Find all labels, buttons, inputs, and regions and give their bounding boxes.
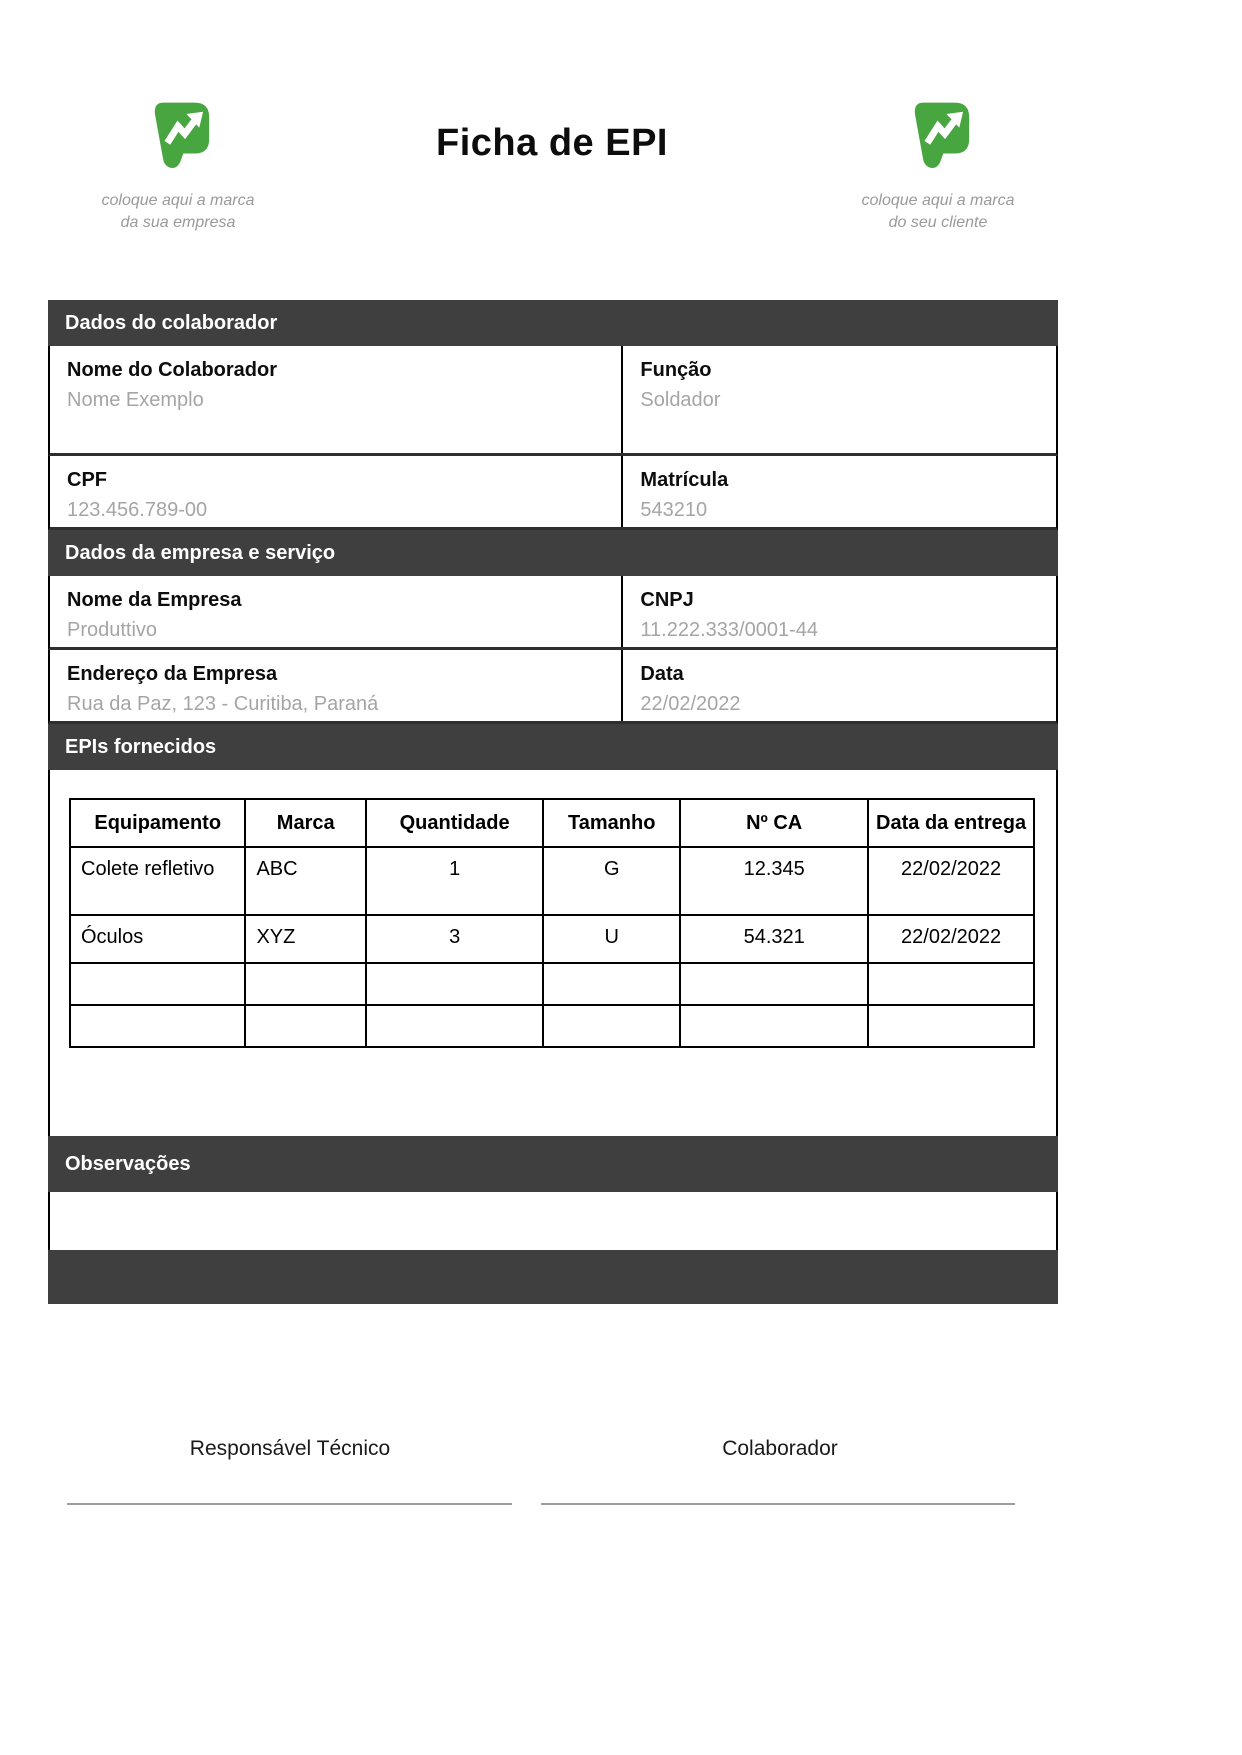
epi-table-cell xyxy=(366,1005,543,1047)
client-brand-caption xyxy=(828,190,1048,233)
epi-table-cell: 3 xyxy=(366,915,543,963)
epi-col-quantidade: Quantidade xyxy=(366,799,543,847)
epi-table-container xyxy=(48,770,1058,1136)
field-label: Endereço da Empresa xyxy=(67,663,278,685)
signature-label-colaborador: Colaborador xyxy=(722,1437,838,1460)
epi-table-cell: 1 xyxy=(366,847,543,915)
epi-table-cell xyxy=(868,963,1034,1005)
epi-table-cell: XYZ xyxy=(245,915,366,963)
section-header-empresa: Dados da empresa e serviço xyxy=(48,530,1058,576)
section-header-colaborador: Dados do colaborador xyxy=(48,300,1058,346)
epi-table-cell xyxy=(70,963,245,1005)
field-nome-da-empresa xyxy=(50,576,623,647)
company-brand-caption xyxy=(68,190,288,233)
field-value: 543210 xyxy=(640,499,708,521)
epi-table-row xyxy=(70,847,1034,915)
epi-table-cell: 12.345 xyxy=(680,847,868,915)
epi-table-cell xyxy=(543,1005,680,1047)
epi-col-marca: Marca xyxy=(245,799,366,847)
field-label: Nome da Empresa xyxy=(67,589,242,611)
field-value: Rua da Paz, 123 - Curitiba, Paraná xyxy=(67,693,379,715)
epi-table-cell: G xyxy=(543,847,680,915)
epi-table-cell xyxy=(680,1005,868,1047)
signature-line-responsavel-tecnico xyxy=(67,1503,512,1505)
epi-table-row xyxy=(70,915,1034,963)
signature-label-responsavel-tecnico: Responsável Técnico xyxy=(189,1437,391,1460)
epi-table-cell xyxy=(868,1005,1034,1047)
signature-line-colaborador xyxy=(541,1503,1015,1505)
footer-dark-band xyxy=(48,1250,1058,1304)
epi-table-cell: ABC xyxy=(245,847,366,915)
field-label: CNPJ xyxy=(640,589,694,611)
field-value: Produttivo xyxy=(67,619,158,641)
section-header-epis: EPIs fornecidos xyxy=(48,724,1058,770)
epi-table-cell: 54.321 xyxy=(680,915,868,963)
field-value: Soldador xyxy=(640,389,721,411)
field-funcao xyxy=(623,346,1056,453)
field-label: Função xyxy=(640,359,712,381)
epi-table-cell: 22/02/2022 xyxy=(868,847,1034,915)
epi-table-cell xyxy=(366,963,543,1005)
client-brand-caption-line2: do seu cliente xyxy=(888,213,988,231)
company-brand-caption-line2: da sua empresa xyxy=(120,213,236,231)
field-label: Matrícula xyxy=(640,469,729,491)
field-cnpj xyxy=(623,576,1056,647)
field-endereco xyxy=(50,650,623,721)
field-cpf xyxy=(50,456,623,527)
row-nome-funcao xyxy=(48,346,1058,456)
epi-col-ca: Nº CA xyxy=(680,799,868,847)
field-label: Data xyxy=(640,663,684,685)
field-value: Nome Exemplo xyxy=(67,389,204,411)
page-title: Ficha de EPI xyxy=(436,122,668,164)
epi-table-cell xyxy=(245,963,366,1005)
field-data xyxy=(623,650,1056,721)
field-nome-do-colaborador xyxy=(50,346,623,453)
epi-table-cell xyxy=(543,963,680,1005)
row-cpf-matricula xyxy=(48,456,1058,530)
epi-table-header-row xyxy=(70,799,1034,847)
epi-col-equipamento: Equipamento xyxy=(70,799,245,847)
client-brand-caption-line1: coloque aqui a marca xyxy=(861,192,1015,209)
row-empresa-cnpj xyxy=(48,576,1058,650)
row-endereco-data xyxy=(48,650,1058,724)
epi-table-row-empty xyxy=(70,963,1034,1005)
section-header-observacoes: Observações xyxy=(48,1136,1058,1192)
epi-col-data-entrega: Data da entrega xyxy=(868,799,1034,847)
observacoes-content xyxy=(48,1192,1058,1250)
client-brand-placeholder xyxy=(828,95,1048,233)
company-brand-caption-line1: coloque aqui a marca xyxy=(101,192,255,209)
epi-table-row-empty xyxy=(70,1005,1034,1047)
field-value: 11.222.333/0001-44 xyxy=(640,619,818,641)
epi-col-tamanho: Tamanho xyxy=(543,799,680,847)
field-value: 123.456.789-00 xyxy=(67,499,208,521)
epi-table-cell: 22/02/2022 xyxy=(868,915,1034,963)
epi-table-cell: Colete refletivo xyxy=(70,847,245,915)
field-label: Nome do Colaborador xyxy=(67,359,278,381)
epi-table-cell xyxy=(245,1005,366,1047)
field-value: 22/02/2022 xyxy=(640,693,741,715)
field-label: CPF xyxy=(67,469,107,491)
epi-table-cell: U xyxy=(543,915,680,963)
epi-table-cell xyxy=(680,963,868,1005)
field-matricula xyxy=(623,456,1056,527)
epi-table xyxy=(69,798,1035,1048)
epi-table-cell: Óculos xyxy=(70,915,245,963)
produttivo-logo-icon xyxy=(899,95,977,171)
epi-form xyxy=(48,300,1058,1304)
epi-table-cell xyxy=(70,1005,245,1047)
